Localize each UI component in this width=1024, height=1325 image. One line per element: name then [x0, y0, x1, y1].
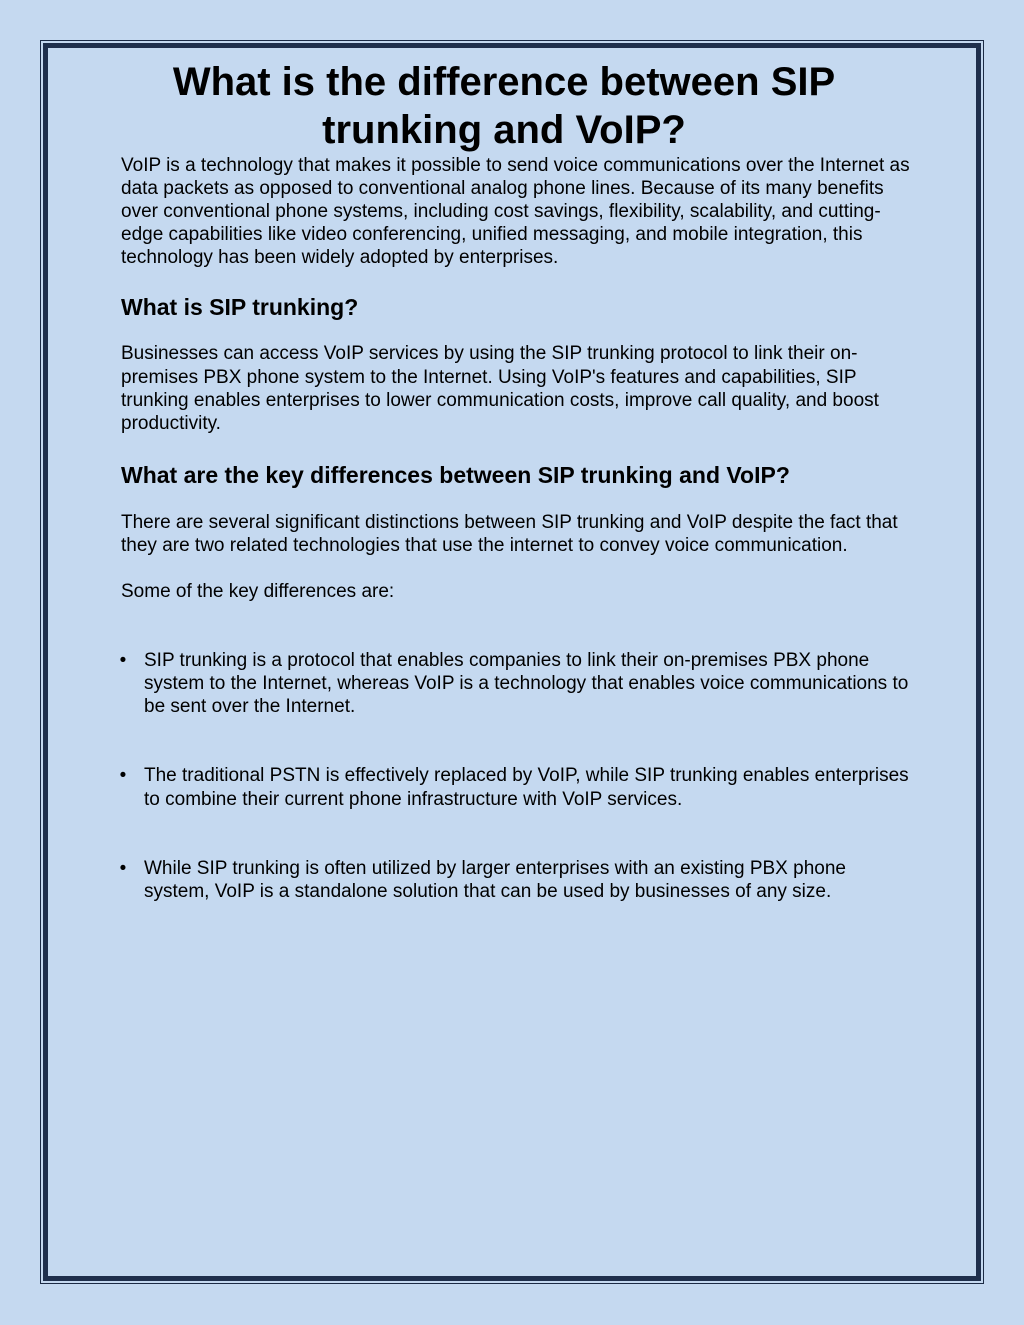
list-item	[121, 764, 911, 810]
bullet-icon: •	[119, 857, 127, 879]
intro-paragraph: VoIP is a technology that makes it possible to send voice communications over the Internet as data packets as opposed to conventional analog phone lines. Because of its many benefits over conventional phone systems, including cost savings, flexibility, scalability, and cutting-edge capabilities like video conferencing, unified messaging, and mobile integration, this technology has been widely adopted by enterprises.	[121, 155, 910, 269]
list-item-text: While SIP trunking is often utilized by larger enterprises with an existing PBX phone system, VoIP is a standalone solution that can be used by businesses of any size.	[144, 857, 846, 902]
list-item-text: SIP trunking is a protocol that enables companies to link their on-premises PBX phone system to the Internet, whereas VoIP is a technology that enables voice communications to be sent over the Internet.	[144, 650, 909, 718]
differences-lead-text: Some of the key differences are:	[121, 581, 395, 603]
section-heading-sip-trunking: What is SIP trunking?	[121, 294, 359, 321]
page-title: What is the difference between SIP trunking and VoIP?	[172, 60, 836, 152]
list-item	[121, 649, 911, 718]
differences-list	[121, 649, 911, 903]
bullet-icon: •	[119, 650, 127, 672]
document-body	[121, 58, 911, 949]
list-item-text: The traditional PSTN is effectively replaced by VoIP, while SIP trunking enables enterprises to combine their current phone infrastructure with VoIP services.	[144, 765, 909, 810]
section-heading-key-differences: What are the key differences between SIP trunking and VoIP?	[121, 461, 790, 488]
section-paragraph-sip-trunking: Businesses can access VoIP services by using the SIP trunking protocol to link their on-premises PBX phone system to the Internet. Using VoIP's features and capabilities, SIP trunking enables enterprises to lower communication costs, improve call quality, and boost productivity.	[121, 343, 879, 434]
section-paragraph-key-differences: There are several significant distinctions between SIP trunking and VoIP despite the fact that they are two related technologies that use the internet to convey voice communication.	[121, 511, 898, 556]
list-item	[121, 857, 911, 903]
bullet-icon: •	[119, 765, 127, 787]
